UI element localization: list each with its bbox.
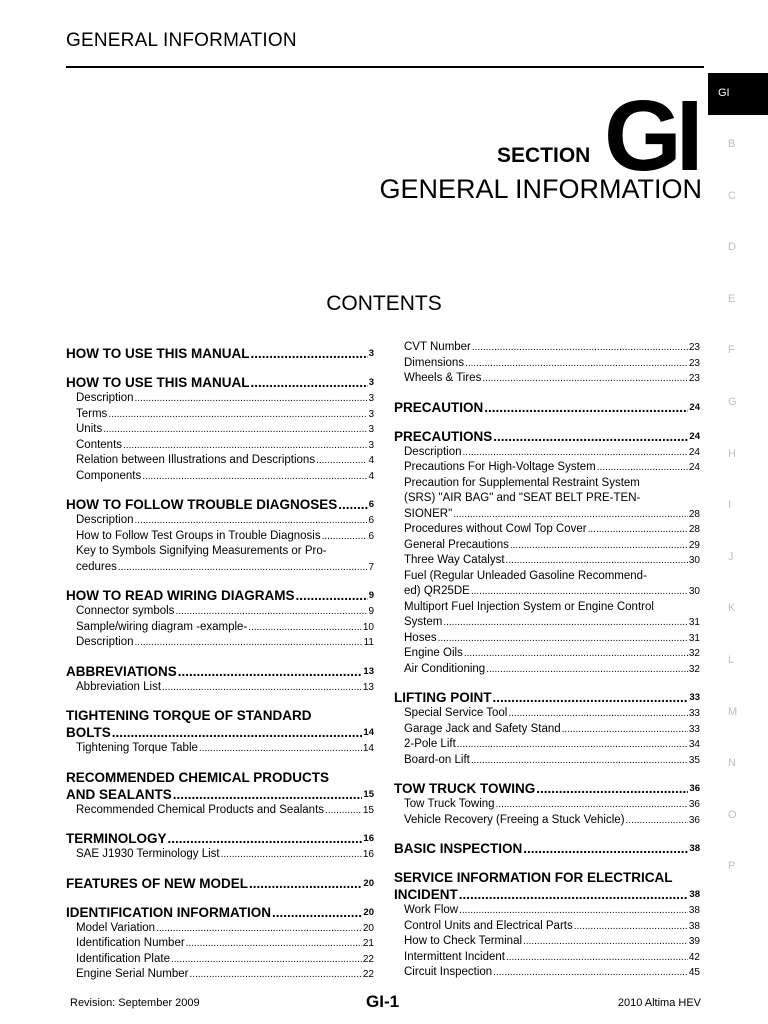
toc-entry-label: Dimensions — [404, 356, 465, 369]
toc-sub-entry[interactable] — [394, 522, 700, 538]
toc-leader-dots — [142, 469, 367, 485]
toc-entry-label: Components — [76, 469, 142, 482]
toc-leader-dots — [471, 584, 688, 600]
toc-leader-dots — [251, 345, 368, 362]
toc-page-number: 23 — [688, 342, 700, 353]
toc-entry-label: Units — [76, 423, 103, 435]
toc-sub-entry[interactable] — [66, 680, 374, 696]
toc-entry-label: HOW TO USE THIS MANUAL — [66, 375, 250, 390]
toc-page-number: 20 — [363, 877, 374, 889]
footer-revision: Revision: September 2009 — [70, 997, 200, 1009]
toc-entry-label: BOLTS — [66, 725, 111, 740]
toc-page-number: 9 — [368, 606, 374, 617]
toc-sub-entry[interactable] — [66, 803, 374, 819]
toc-sub-entry[interactable] — [394, 538, 700, 554]
toc-leader-dots — [322, 529, 368, 545]
tab-letter-m[interactable]: M — [728, 705, 738, 718]
toc-leader-dots — [484, 399, 688, 416]
toc-page-number: 20 — [362, 922, 374, 934]
toc-leader-dots — [443, 615, 688, 631]
tab-letter-b[interactable]: B — [728, 138, 736, 150]
toc-page-number: 6 — [368, 515, 374, 526]
toc-page-number: 36 — [688, 799, 700, 810]
toc-main-entry[interactable] — [66, 875, 374, 892]
toc-entry-lead: RECOMMENDED CHEMICAL PRODUCTS — [66, 769, 330, 785]
toc-page-number: 31 — [688, 617, 700, 628]
toc-main-entry[interactable] — [66, 663, 374, 680]
toc-sub-entry[interactable] — [394, 706, 700, 722]
toc-entry-lead: Fuel (Regular Unleaded Gasoline Recommend- — [404, 569, 647, 582]
toc-sub-entry[interactable] — [66, 407, 374, 423]
toc-leader-dots — [510, 538, 688, 554]
toc-page-number: 38 — [689, 843, 700, 854]
toc-sub-entry[interactable] — [66, 513, 374, 529]
toc-entry-label: Relation between Illustrations and Descriptions — [76, 454, 316, 466]
toc-leader-dots — [493, 428, 688, 445]
toc-leader-dots — [536, 780, 688, 797]
toc-entry-label: Procedures without Cowl Top Cover — [404, 523, 587, 535]
toc-leader-dots — [453, 507, 688, 523]
toc-entry-label: Description — [76, 392, 134, 404]
toc-sub-entry[interactable] — [394, 753, 700, 769]
toc-main-entry[interactable] — [394, 780, 700, 797]
toc-sub-entry[interactable] — [66, 469, 374, 485]
toc-entry-label: How to Check Terminal — [404, 935, 523, 947]
header-title: GENERAL INFORMATION — [66, 30, 297, 51]
toc-page-number: 45 — [688, 967, 700, 978]
toc-entry-label: ed) QR25DE — [404, 585, 470, 597]
toc-sub-entry[interactable] — [394, 460, 700, 476]
toc-main-entry[interactable] — [66, 830, 374, 847]
toc-entry-label: Vehicle Recovery (Freeing a Stuck Vehicle) — [404, 813, 625, 826]
toc-leader-dots — [112, 724, 363, 741]
toc-entry-label: Abbreviation List — [76, 680, 162, 693]
toc-page-number: 3 — [368, 439, 374, 451]
toc-sub-entry[interactable] — [66, 847, 374, 863]
toc-sub-entry[interactable] — [66, 544, 374, 575]
toc-leader-dots — [482, 371, 688, 387]
toc-leader-dots — [506, 950, 688, 966]
toc-leader-dots — [472, 340, 688, 356]
tab-letter-n[interactable]: N — [728, 757, 736, 770]
toc-sub-entry[interactable] — [394, 934, 700, 950]
toc-page-number: 7 — [368, 561, 374, 573]
toc-entry-label: CVT Number — [404, 341, 471, 353]
toc-leader-dots — [251, 374, 368, 391]
toc-entry-label: Air Conditioning — [404, 662, 486, 675]
toc-sub-entry[interactable] — [394, 646, 700, 662]
toc-entry-label: FEATURES OF NEW MODEL — [66, 875, 248, 891]
toc-page-number: 21 — [362, 938, 374, 949]
toc-leader-dots — [464, 646, 688, 662]
toc-page-number: 42 — [688, 951, 700, 963]
toc-page-number: 28 — [688, 508, 700, 520]
toc-sub-entry[interactable] — [394, 600, 700, 631]
toc-leader-dots — [496, 797, 688, 813]
toc-sub-entry[interactable] — [394, 569, 700, 600]
tab-letter-l[interactable]: L — [728, 654, 735, 666]
toc-entry-label: Identification Plate — [76, 952, 170, 965]
tab-letter-h[interactable]: H — [728, 447, 736, 460]
toc-leader-dots — [135, 513, 368, 529]
toc-leader-dots — [506, 553, 688, 569]
toc-page-number: 4 — [368, 455, 374, 466]
toc-main-entry[interactable] — [394, 869, 700, 903]
toc-sub-entry[interactable] — [394, 813, 700, 829]
toc-entry-label: Description — [76, 636, 134, 648]
toc-page-number: 38 — [689, 889, 700, 900]
toc-page-number: 36 — [688, 814, 700, 826]
toc-main-entry[interactable] — [66, 496, 374, 513]
tab-letter-j[interactable]: J — [728, 550, 734, 563]
toc-leader-dots — [325, 803, 362, 819]
toc-leader-dots — [162, 680, 362, 696]
toc-sub-entry[interactable] — [394, 965, 700, 981]
toc-page-number: 9 — [368, 590, 374, 601]
toc-main-entry[interactable] — [394, 399, 700, 416]
toc-page-number: 15 — [362, 804, 374, 816]
toc-leader-dots — [249, 875, 362, 892]
toc-sub-entry[interactable] — [394, 903, 700, 919]
toc-page-number: 22 — [362, 953, 374, 965]
toc-sub-entry[interactable] — [394, 476, 700, 523]
toc-page-number: 24 — [689, 430, 700, 442]
tab-letter-f[interactable]: F — [728, 344, 735, 357]
toc-page-number: 38 — [688, 905, 700, 916]
toc-page-number: 6 — [368, 530, 374, 542]
toc-entry-label: Description — [404, 445, 462, 458]
toc-entry-label: SIONER" — [404, 507, 453, 520]
toc-entry-label: Work Flow — [404, 904, 459, 916]
toc-page-number: 28 — [688, 524, 700, 535]
toc-page-number: 14 — [362, 743, 374, 754]
toc-leader-dots — [175, 604, 367, 620]
toc-leader-dots — [523, 934, 688, 950]
toc-sub-entry[interactable] — [394, 919, 700, 935]
toc-leader-dots — [471, 753, 688, 769]
toc-leader-dots — [597, 460, 688, 476]
toc-entry-lead: Key to Symbols Signifying Measurements or Pro- — [76, 545, 327, 557]
toc-leader-dots — [508, 706, 688, 722]
toc-page-number: 10 — [362, 621, 374, 633]
toc-entry-label: Three Way Catalyst — [404, 554, 505, 566]
toc-sub-entry[interactable] — [394, 737, 700, 753]
toc-page-number: 16 — [363, 833, 374, 844]
toc-page-number: 32 — [688, 648, 700, 659]
toc-sub-entry[interactable] — [66, 604, 374, 620]
section-code: GI — [604, 80, 698, 192]
toc-page-number: 14 — [363, 727, 374, 738]
toc-page-number: 3 — [368, 424, 374, 435]
toc-leader-dots — [135, 391, 368, 407]
toc-page-number: 23 — [688, 373, 700, 384]
toc-leader-dots — [173, 786, 363, 803]
toc-entry-label: Engine Serial Number — [76, 968, 189, 980]
toc-entry-label: HOW TO USE THIS MANUAL — [66, 346, 250, 361]
tab-letter-c[interactable]: C — [728, 189, 736, 202]
footer-page-code: GI-1 — [366, 992, 400, 1011]
toc-page-number: 16 — [362, 849, 374, 860]
toc-entry-label: Sample/wiring diagram -example- — [76, 620, 248, 633]
toc-entry-label: HOW TO READ WIRING DIAGRAMS — [66, 588, 295, 603]
toc-leader-dots — [156, 921, 362, 937]
toc-sub-entry[interactable] — [66, 438, 374, 454]
toc-entry-label: Precautions For High-Voltage System — [404, 461, 596, 473]
toc-sub-entry[interactable] — [394, 371, 700, 387]
toc-entry-lead: Multiport Fuel Injection System or Engine Control — [404, 600, 654, 613]
toc-entry-label: PRECAUTION — [394, 399, 484, 415]
toc-entry-label: cedures — [76, 560, 117, 573]
toc-page-number: 22 — [362, 969, 374, 980]
toc-entry-label: AND SEALANTS — [66, 786, 172, 802]
toc-entry-label: Circuit Inspection — [404, 966, 493, 978]
toc-main-entry[interactable] — [66, 374, 374, 391]
toc-page-number: 35 — [688, 754, 700, 766]
toc-sub-entry[interactable] — [394, 722, 700, 738]
toc-left-column — [66, 340, 374, 983]
toc-main-entry[interactable] — [394, 689, 700, 706]
toc-leader-dots — [123, 438, 367, 454]
toc-leader-dots — [626, 813, 688, 829]
toc-sub-entry[interactable] — [66, 936, 374, 952]
toc-sub-entry[interactable] — [66, 921, 374, 937]
toc-leader-dots — [186, 936, 362, 952]
toc-page-number: 11 — [363, 637, 374, 648]
toc-page-number: 24 — [689, 401, 700, 413]
toc-entry-label: General Precautions — [404, 538, 509, 551]
toc-page-number: 24 — [688, 446, 700, 458]
toc-entry-label: Intermittent Incident — [404, 950, 505, 963]
toc-entry-label: Terms — [76, 407, 108, 420]
toc-entry-label: Description — [76, 514, 134, 526]
toc-entry-label: TERMINOLOGY — [66, 831, 167, 846]
toc-leader-dots — [118, 560, 368, 576]
toc-entry-label: Model Variation — [76, 921, 156, 934]
toc-entry-label: BASIC INSPECTION — [394, 841, 523, 856]
toc-sub-entry[interactable] — [394, 553, 700, 569]
toc-leader-dots — [272, 904, 362, 921]
toc-entry-lead: SERVICE INFORMATION FOR ELECTRICAL — [394, 870, 673, 885]
toc-entry-label: Tightening Torque Table — [76, 742, 198, 754]
tab-letter-p[interactable]: P — [728, 860, 736, 873]
toc-entry-lead: TIGHTENING TORQUE OF STANDARD — [66, 708, 312, 723]
toc-sub-entry[interactable] — [66, 391, 374, 407]
tab-active-gi[interactable]: GI — [708, 73, 768, 115]
tab-letter-g[interactable]: G — [728, 396, 737, 408]
toc-leader-dots — [574, 919, 688, 935]
toc-main-entry[interactable] — [66, 904, 374, 921]
toc-entry-label: TOW TRUCK TOWING — [394, 781, 536, 796]
toc-entry-label: Identification Number — [76, 937, 185, 949]
toc-leader-dots — [588, 522, 688, 538]
toc-sub-entry[interactable] — [66, 422, 374, 438]
toc-sub-entry[interactable] — [66, 741, 374, 757]
toc-leader-dots — [459, 903, 688, 919]
toc-leader-dots — [296, 587, 368, 604]
toc-leader-dots — [168, 830, 363, 847]
toc-sub-entry[interactable] — [394, 797, 700, 813]
toc-page-number: 24 — [688, 462, 700, 473]
toc-sub-entry[interactable] — [394, 631, 700, 647]
toc-main-entry[interactable] — [66, 769, 374, 803]
toc-entry-label: Contents — [76, 438, 123, 451]
toc-page-number: 33 — [689, 692, 700, 703]
toc-leader-dots — [178, 663, 363, 680]
toc-page-number: 30 — [688, 555, 700, 566]
toc-page-number: 3 — [368, 393, 374, 404]
toc-page-number: 34 — [688, 739, 700, 750]
toc-entry-label: Board-on Lift — [404, 753, 470, 766]
toc-entry-label: Wheels & Tires — [404, 372, 482, 384]
toc-entry-label: Control Units and Electrical Parts — [404, 919, 573, 932]
toc-entry-label: SAE J1930 Terminology List — [76, 848, 220, 860]
toc-page-number: 3 — [368, 377, 374, 388]
toc-main-entry[interactable] — [394, 840, 700, 857]
toc-page-number: 3 — [368, 408, 374, 420]
toc-sub-entry[interactable] — [394, 662, 700, 678]
tab-letter-o[interactable]: O — [728, 808, 737, 821]
toc-main-entry[interactable] — [66, 587, 374, 604]
toc-leader-dots — [463, 445, 688, 461]
toc-leader-dots — [190, 967, 362, 983]
header-rule — [66, 66, 704, 68]
toc-main-entry[interactable] — [66, 707, 374, 741]
toc-page-number: 33 — [688, 723, 700, 735]
toc-leader-dots — [316, 453, 367, 469]
toc-page-number: 31 — [688, 632, 700, 644]
toc-main-entry[interactable] — [394, 428, 700, 445]
toc-page-number: 33 — [688, 708, 700, 719]
toc-sub-entry[interactable] — [66, 635, 374, 651]
toc-leader-dots — [103, 422, 367, 438]
toc-entry-label: 2-Pole Lift — [404, 738, 456, 750]
toc-sub-entry[interactable] — [394, 950, 700, 966]
toc-leader-dots — [338, 496, 367, 513]
toc-right-column — [394, 340, 700, 981]
toc-leader-dots — [108, 407, 367, 423]
toc-entry-label: Special Service Tool — [404, 707, 508, 719]
footer-model: 2010 Altima HEV — [617, 997, 701, 1009]
toc-leader-dots — [438, 631, 688, 647]
toc-entry-label: Garage Jack and Safety Stand — [404, 722, 561, 735]
toc-leader-dots — [523, 840, 688, 857]
toc-entry-label: IDENTIFICATION INFORMATION — [66, 904, 271, 920]
toc-page-number: 13 — [363, 665, 374, 677]
toc-leader-dots — [457, 737, 688, 753]
toc-main-entry[interactable] — [66, 345, 374, 362]
toc-entry-label: How to Follow Test Groups in Trouble Diagnosis — [76, 529, 321, 542]
toc-page-number: 23 — [688, 357, 700, 369]
toc-page-number: 36 — [689, 783, 700, 794]
toc-sub-entry[interactable] — [66, 620, 374, 636]
tab-letter-i[interactable]: I — [728, 499, 732, 512]
tab-letter-e[interactable]: E — [728, 292, 736, 305]
toc-leader-dots — [562, 722, 688, 738]
tab-letter-d[interactable]: D — [728, 241, 736, 254]
toc-sub-entry[interactable] — [394, 356, 700, 372]
toc-sub-entry[interactable] — [66, 453, 374, 469]
toc-entry-label: LIFTING POINT — [394, 690, 492, 705]
toc-page-number: 20 — [363, 906, 374, 918]
toc-entry-label: ABBREVIATIONS — [66, 663, 177, 679]
toc-page-number: 4 — [368, 470, 374, 482]
toc-entry-label: INCIDENT — [394, 887, 458, 902]
toc-entry-label: Recommended Chemical Products and Sealants — [76, 803, 325, 816]
toc-leader-dots — [199, 741, 362, 757]
section-word: SECTION — [497, 144, 591, 167]
toc-page-number: 13 — [362, 681, 374, 693]
toc-sub-entry[interactable] — [66, 952, 374, 968]
toc-sub-entry[interactable] — [394, 340, 700, 356]
tab-letter-k[interactable]: K — [728, 602, 736, 615]
toc-entry-label: System — [404, 616, 443, 628]
toc-entry-label: PRECAUTIONS — [394, 428, 493, 444]
toc-leader-dots — [459, 886, 689, 903]
toc-entry-label: Connector symbols — [76, 605, 175, 617]
toc-sub-entry[interactable] — [394, 445, 700, 461]
contents-title: CONTENTS — [326, 292, 442, 315]
toc-page-number: 30 — [688, 586, 700, 597]
toc-leader-dots — [493, 965, 688, 981]
toc-page-number: 38 — [688, 920, 700, 932]
toc-sub-entry[interactable] — [66, 529, 374, 545]
toc-leader-dots — [248, 620, 362, 636]
toc-leader-dots — [486, 662, 688, 678]
toc-page-number: 15 — [363, 788, 374, 800]
toc-entry-lead: (SRS) "AIR BAG" and "SEAT BELT PRE-TEN- — [404, 492, 641, 504]
toc-page-number: 6 — [368, 499, 374, 510]
toc-page-number: 29 — [688, 539, 700, 551]
toc-leader-dots — [465, 356, 688, 372]
toc-leader-dots — [135, 635, 363, 651]
toc-leader-dots — [493, 689, 689, 706]
toc-entry-label: Hoses — [404, 631, 437, 644]
toc-entry-lead: Precaution for Supplemental Restraint System — [404, 476, 640, 489]
toc-entry-label: Engine Oils — [404, 647, 463, 659]
toc-entry-label: Tow Truck Towing — [404, 798, 495, 810]
toc-page-number: 3 — [368, 348, 374, 359]
toc-page-number: 39 — [688, 936, 700, 947]
toc-leader-dots — [221, 847, 362, 863]
toc-page-number: 32 — [688, 663, 700, 675]
toc-sub-entry[interactable] — [66, 967, 374, 983]
section-title: GENERAL INFORMATION — [379, 174, 702, 204]
toc-leader-dots — [171, 952, 362, 968]
toc-entry-label: HOW TO FOLLOW TROUBLE DIAGNOSES — [66, 497, 338, 512]
